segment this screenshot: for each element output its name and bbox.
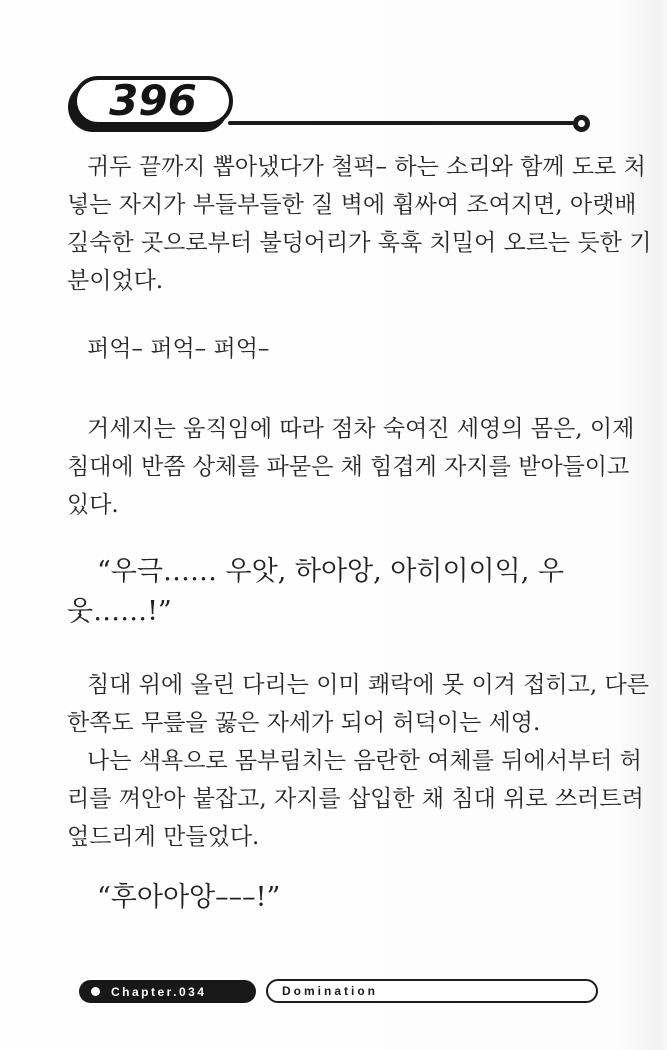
paragraph	[67, 742, 644, 856]
text-line: “후아아앙–––!”	[97, 882, 281, 913]
text-line: 귀두 끝까지 뽑아냈다가 철퍽– 하는 소리와 함께 도로 처	[87, 154, 646, 180]
dialogue	[67, 552, 601, 632]
paragraph	[67, 666, 649, 742]
chapter-bullet-dot-icon	[91, 987, 100, 996]
page-number-badge	[73, 76, 233, 126]
text-line: 깊숙한 곳으로부터 불덩어리가 훅훅 치밀어 오르는 듯한 기	[67, 230, 652, 256]
body-text	[67, 148, 652, 918]
dialogue	[67, 878, 601, 918]
header-rule-line	[228, 121, 574, 125]
text-line: 나는 색욕으로 몸부림치는 음란한 여체를 뒤에서부터 허	[87, 748, 642, 774]
text-line: 웃……!”	[67, 596, 172, 627]
header-rule-end-ring-icon	[573, 115, 590, 132]
book-title-label: Domination	[282, 984, 378, 998]
chapter-label: Chapter.034	[111, 984, 207, 999]
text-line: “우극…… 우앗, 하아앙, 아히이이익, 우	[97, 556, 564, 587]
text-line: 엎드리게 만들었다.	[67, 824, 260, 850]
text-line: 침대 위에 올린 다리는 이미 쾌락에 못 이겨 접히고, 다른	[87, 672, 649, 698]
text-line: 분이었다.	[67, 268, 164, 294]
chapter-pill	[79, 980, 256, 1003]
text-line: 넣는 자지가 부들부들한 질 벽에 휩싸여 조여지면, 아랫배	[67, 192, 637, 218]
text-line: 침대에 반쯤 상체를 파묻은 채 힘겹게 자지를 받아들이고	[67, 454, 630, 480]
paragraph	[67, 410, 635, 524]
paragraph	[67, 148, 652, 300]
text-line: 퍼억– 퍼억– 퍼억–	[87, 336, 270, 362]
text-line: 한쪽도 무릎을 꿇은 자세가 되어 허덕이는 세영.	[67, 710, 541, 736]
sound-effect-line	[67, 330, 601, 368]
text-line: 거세지는 움직임에 따라 점차 숙여진 세영의 몸은, 이제	[87, 416, 635, 442]
book-title-pill	[266, 979, 598, 1003]
text-line: 있다.	[67, 492, 119, 518]
page-number: 396	[109, 75, 197, 125]
text-line: 리를 껴안아 붙잡고, 자지를 삽입한 채 침대 위로 쓰러트려	[67, 786, 644, 812]
